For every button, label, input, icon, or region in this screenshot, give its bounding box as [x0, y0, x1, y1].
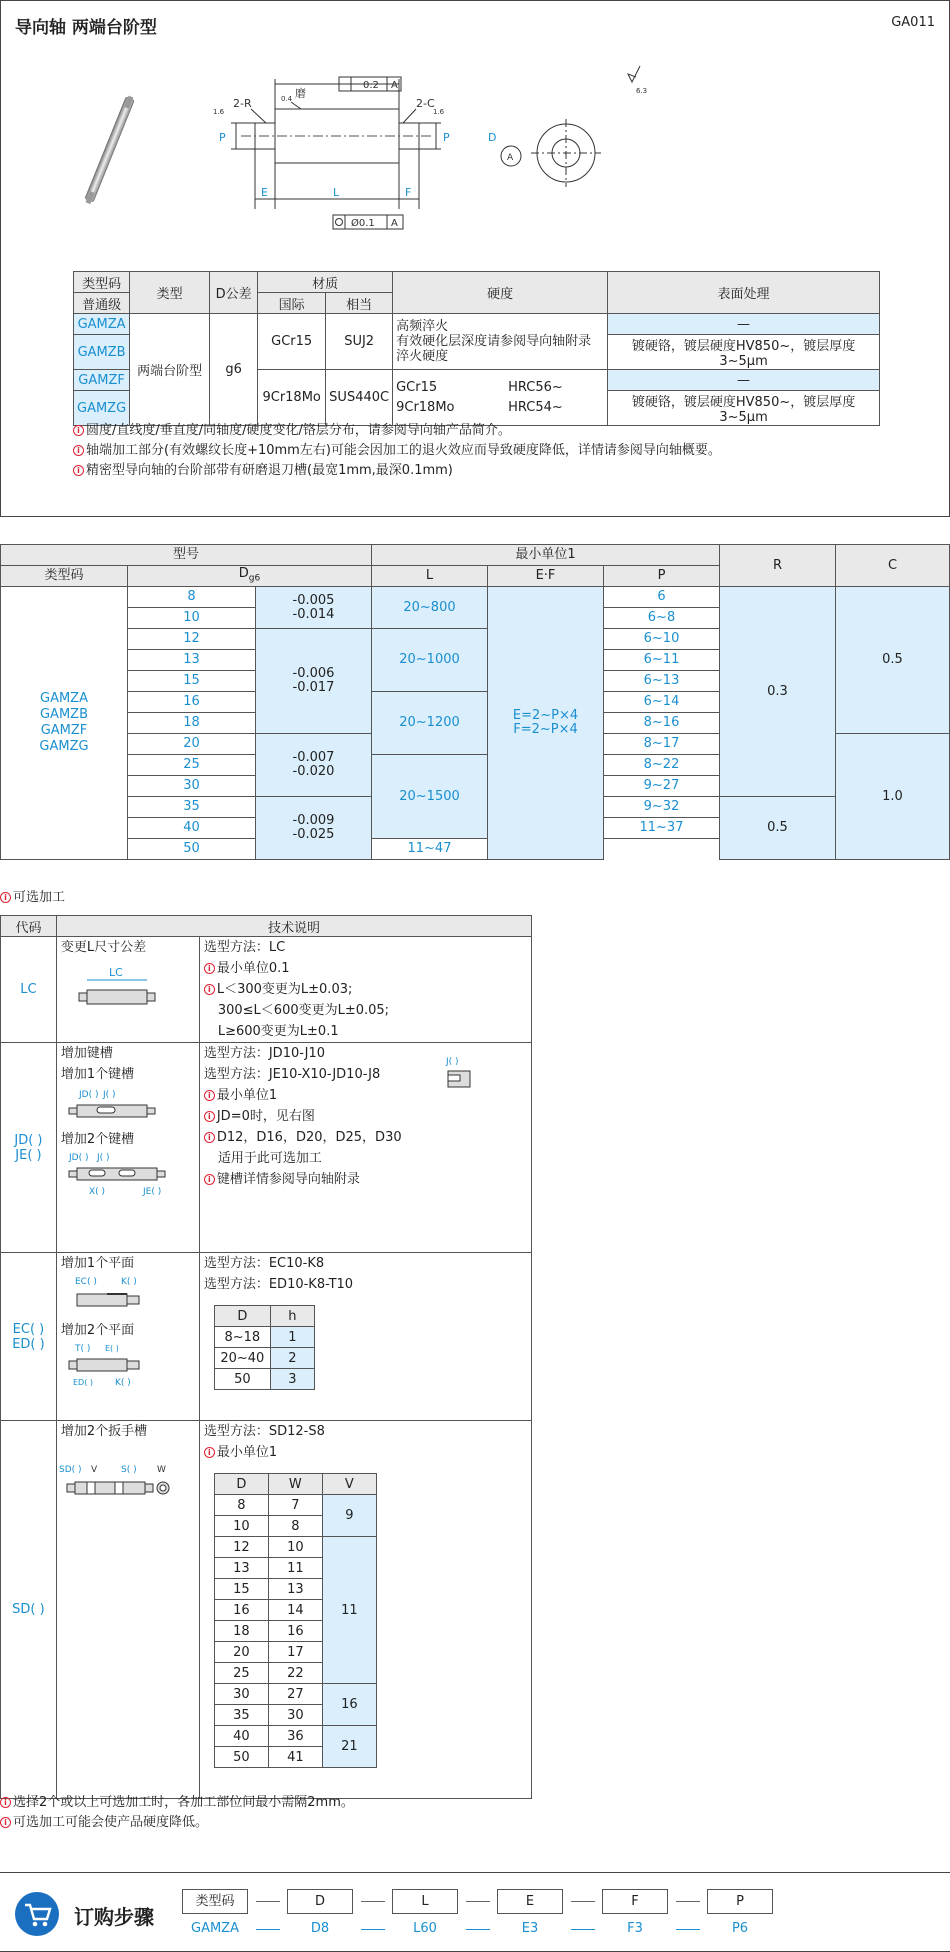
spec-tol: -0.007 -0.020 — [256, 734, 372, 797]
opt-code-jd[interactable]: JD( ) JE( ) — [1, 1043, 57, 1253]
hardness-1-line2: 有效硬化层深度请参阅导向轴附录 — [396, 334, 592, 349]
svg-text:K( ): K( ) — [114, 1378, 131, 1388]
mat-dtol: g6 — [210, 314, 258, 426]
ec-table: D h 8~18 1 20~40 2 50 3 — [214, 1305, 315, 1390]
spec-l[interactable]: 20~1000 — [372, 629, 488, 692]
roughness-right: 1.6 — [433, 108, 445, 116]
info-icon: i — [73, 465, 84, 476]
spec-d[interactable]: 50 — [128, 839, 256, 860]
note-item: i 轴端加工部分(有效螺纹长度+10mm左右)可能会因加工的退火效应而导致硬度降低，详情请参阅导向轴概要。 — [73, 441, 721, 461]
info-icon: i — [204, 1174, 215, 1185]
dim-p-left: P — [219, 131, 226, 144]
svg-text:S( ): S( ) — [120, 1465, 137, 1475]
spec-d[interactable]: 18 — [128, 713, 256, 734]
spec-r: 0.5 — [720, 797, 836, 860]
mat-code-f[interactable]: GAMZF — [74, 370, 130, 391]
spec-l[interactable]: 20~1500 — [372, 755, 488, 839]
hardness-2-b: 9Cr18Mo — [396, 399, 455, 415]
product-header-section — [0, 0, 950, 517]
svg-text:E( ): E( ) — [104, 1344, 119, 1353]
flatness-datum: A — [391, 80, 398, 91]
svg-text:EC( ): EC( ) — [74, 1277, 97, 1287]
spec-d[interactable]: 16 — [128, 692, 256, 713]
mat-h-grade: 普通级 — [74, 293, 130, 314]
svg-text:JD( ): JD( ) — [78, 1090, 99, 1100]
spec-p[interactable]: 6~11 — [604, 650, 720, 671]
product-code: GA011 — [891, 15, 935, 30]
sd-table: D W V 8 7 9 10 8 12 10 11 13 11 15 13 16 14 18 16 20 17 25 22 30 27 16 35 30 40 36 21 50 41 — [214, 1473, 377, 1768]
order-box-l: L — [392, 1889, 458, 1914]
svg-text:JD( ): JD( ) — [68, 1153, 89, 1163]
opt-sd-fig: 增加2个扳手槽 SD( ) V S( ) W — [56, 1421, 199, 1799]
info-icon: i — [204, 1447, 215, 1458]
spec-p[interactable]: 6~14 — [604, 692, 720, 713]
spec-d[interactable]: 8 — [128, 587, 256, 608]
options-table — [0, 915, 532, 1799]
label-2r: 2-R — [233, 97, 252, 110]
roughness-general: 6.3 — [636, 87, 648, 95]
opt-jd-desc: 选型方法：JD10-J10 选型方法：JE10-X10-JD10-J8 i 最小单位1 i JD=0时，见右图 i D12，D16，D20，D25，D30 适用于此可选加工 i 键槽详情参阅导向轴附录 J( ) — [199, 1043, 531, 1253]
order-val-typecode: GAMZA — [191, 1921, 239, 1936]
svg-text:J( ): J( ) — [445, 1057, 459, 1067]
spec-table — [0, 544, 950, 860]
spec-p[interactable]: 11~47 — [372, 839, 488, 860]
spec-c: 0.5 — [836, 587, 950, 734]
svg-text:SD( ): SD( ) — [58, 1465, 82, 1475]
hardness-1 — [393, 314, 608, 370]
spec-p[interactable]: 6~8 — [604, 608, 720, 629]
svg-text:J( ): J( ) — [102, 1090, 116, 1100]
dim-d: D — [488, 131, 497, 144]
label-grind: 磨 — [295, 87, 306, 100]
mat-h-material: 材质 — [258, 272, 393, 293]
dim-f: F — [405, 186, 412, 199]
spec-p[interactable]: 9~32 — [604, 797, 720, 818]
info-icon: i — [204, 1111, 215, 1122]
concentricity-datum: A — [391, 218, 398, 229]
spec-tol: -0.009 -0.025 — [256, 797, 372, 860]
spec-d[interactable]: 25 — [128, 755, 256, 776]
mat-type: 两端台阶型 — [130, 314, 210, 426]
concentricity-value: Ø0.1 — [351, 218, 375, 229]
jd-diagram — [57, 1085, 187, 1125]
spec-h-typecode: 类型码 — [1, 566, 128, 587]
mat-h-dtol: D公差 — [210, 272, 258, 314]
hardness-2-a-val: HRC56~ — [508, 379, 563, 395]
order-box-p: P — [707, 1889, 773, 1914]
hardness-2-a: GCr15 — [396, 379, 438, 395]
order-title: 订购步骤 — [74, 1905, 154, 1929]
spec-code[interactable]: GAMZA — [40, 691, 88, 706]
order-box-d: D — [287, 1889, 353, 1914]
opt-lc-desc: 选型方法：LC i 最小单位0.1 i L＜300变更为L±0.03; 300≤L＜600变更为L±0.05; L≥600变更为L±0.1 — [199, 937, 531, 1043]
opt-ec-desc: 选型方法：EC10-K8 选型方法：ED10-K8-T10 D h 8~18 1 20~40 2 50 3 — [199, 1253, 531, 1421]
footnote-item: i 可选加工可能会使产品硬度降低。 — [0, 1813, 354, 1833]
mat-h-hardness: 硬度 — [393, 272, 608, 314]
order-box-typecode: 类型码 — [182, 1889, 248, 1914]
hardness-1-line3: 淬火硬度 — [396, 349, 449, 364]
footnotes — [0, 1793, 354, 1833]
spec-d[interactable]: 40 — [128, 818, 256, 839]
spec-d[interactable]: 35 — [128, 797, 256, 818]
surface-b: 镀硬铬，镀层硬度HV850~，镀层厚度3~5μm — [608, 335, 880, 370]
opt-code-lc[interactable]: LC — [1, 937, 57, 1043]
material-table — [73, 271, 880, 426]
svg-text:K( ): K( ) — [120, 1277, 137, 1287]
shaft-photo — [76, 93, 146, 208]
roughness-left: 1.6 — [213, 108, 225, 116]
mat-h-equiv: 相当 — [326, 293, 393, 314]
spec-tol: -0.005 -0.014 — [256, 587, 372, 629]
label-2c: 2-C — [416, 97, 435, 110]
svg-text:W: W — [156, 1465, 166, 1475]
spec-h-p: P — [604, 566, 720, 587]
spec-p[interactable]: 6~10 — [604, 629, 720, 650]
opt-code-ec[interactable]: EC( ) ED( ) — [1, 1253, 57, 1421]
svg-text:JE( ): JE( ) — [142, 1187, 162, 1197]
hardness-1-line1: 高频淬火 — [396, 319, 449, 334]
svg-text:J( ): J( ) — [96, 1153, 110, 1163]
spec-h-dg6: $D_{g6}$ — [128, 566, 372, 587]
spec-d[interactable]: 12 — [128, 629, 256, 650]
info-icon: i — [0, 1817, 11, 1828]
info-icon: i — [204, 984, 215, 995]
opt-code-sd[interactable]: SD( ) — [1, 1421, 57, 1799]
spec-h-c: C — [836, 545, 950, 587]
mat-code-b[interactable]: GAMZB — [74, 335, 130, 370]
spec-p[interactable]: 11~37 — [604, 818, 720, 839]
je-diagram — [57, 1150, 187, 1200]
spec-code[interactable]: GAMZF — [40, 723, 88, 738]
hardness-2-b-val: HRC54~ — [508, 399, 563, 415]
info-icon: i — [204, 1090, 215, 1101]
dim-e: E — [261, 186, 268, 199]
spec-h-ef: E·F — [488, 566, 604, 587]
spec-p[interactable]: 8~17 — [604, 734, 720, 755]
note-item: i 精密型导向轴的台阶部带有研磨退刀槽(最宽1mm,最深0.1mm) — [73, 461, 721, 481]
order-steps — [0, 1872, 950, 1952]
info-icon: i — [204, 963, 215, 974]
dim-p-right: P — [443, 131, 450, 144]
opt-jd-fig: 增加键槽 增加1个键槽 JD( ) J( ) 增加2个键槽 JD( ) J( ) X( ) JE( ) — [56, 1043, 199, 1253]
mat-h-intl: 国际 — [258, 293, 326, 314]
opt-lc-name: 变更L尺寸公差 — [60, 940, 147, 955]
info-icon: i — [0, 892, 11, 903]
spec-d[interactable]: 15 — [128, 671, 256, 692]
order-val-f: F3 — [627, 1921, 643, 1936]
info-icon: i — [204, 1132, 215, 1143]
jd-zero-diagram — [440, 1055, 480, 1095]
ec-diagram — [57, 1274, 187, 1316]
ed-diagram — [57, 1341, 187, 1389]
mat1-equiv: SUJ2 — [326, 314, 393, 370]
spec-p[interactable]: 9~27 — [604, 776, 720, 797]
svg-text:X( ): X( ) — [88, 1187, 105, 1197]
spec-p[interactable]: 6 — [604, 587, 720, 608]
spec-ef: E=2~P×4 F=2~P×4 — [488, 587, 604, 860]
order-box-f: F — [602, 1889, 668, 1914]
opt-h-code: 代码 — [1, 916, 57, 937]
spec-l[interactable]: 20~1200 — [372, 692, 488, 755]
dim-l: L — [333, 186, 340, 199]
spec-code[interactable]: GAMZG — [39, 739, 89, 754]
surface-f: — — [608, 370, 880, 391]
sd-diagram — [57, 1462, 187, 1512]
mat-code-g[interactable]: GAMZG — [74, 391, 130, 426]
cart-icon — [14, 1891, 60, 1937]
note-item: i 圆度/直线度/垂直度/同轴度/硬度变化/铬层分布，请参阅导向轴产品简介。 — [73, 421, 721, 441]
mat2-equiv: SUS440C — [326, 370, 393, 426]
mat2-intl: 9Cr18Mo — [258, 370, 326, 426]
svg-text:ED( ): ED( ) — [72, 1378, 93, 1387]
mat-h-type: 类型 — [130, 272, 210, 314]
order-val-l: L60 — [413, 1921, 437, 1936]
spec-h-r: R — [720, 545, 836, 587]
spec-p[interactable]: 8~16 — [604, 713, 720, 734]
order-val-d: D8 — [310, 1921, 330, 1936]
spec-code[interactable]: GAMZB — [39, 707, 88, 722]
flatness-value: 0.2 — [363, 80, 379, 91]
info-icon: i — [0, 1797, 11, 1808]
datum-a: A — [507, 153, 514, 163]
spec-c: 1.0 — [836, 734, 950, 860]
lc-diagram — [57, 958, 187, 1018]
options-title: i 可选加工 — [0, 886, 65, 905]
spec-d[interactable]: 10 — [128, 608, 256, 629]
spec-p[interactable]: 6~13 — [604, 671, 720, 692]
order-box-e: E — [497, 1889, 563, 1914]
mat-h-typecode: 类型码 — [74, 272, 130, 293]
order-val-p: P6 — [731, 1921, 749, 1936]
opt-h-desc: 技术说明 — [56, 916, 531, 937]
info-icon: i — [73, 445, 84, 456]
surface-a: — — [608, 314, 880, 335]
spec-r: 0.3 — [720, 587, 836, 797]
spec-l[interactable]: 20~800 — [372, 587, 488, 629]
roughness-body: 0.4 — [281, 95, 293, 103]
spec-d[interactable]: 13 — [128, 650, 256, 671]
order-val-e: E3 — [521, 1921, 539, 1936]
hardness-2 — [393, 370, 608, 426]
opt-sd-desc: 选型方法：SD12-S8 i 最小单位1 D W V 8 7 9 10 8 12 10 11 13 11 15 13 16 14 18 16 20 17 25 22 30 27 16 35 30 40 36 21 50 41 — [199, 1421, 531, 1799]
mat1-intl: GCr15 — [258, 314, 326, 370]
opt-lc-fig — [56, 937, 199, 1043]
mat-code-a[interactable]: GAMZA — [74, 314, 130, 335]
spec-h-minunit: 最小单位1 — [372, 545, 720, 566]
footnote-item: i 选择2个或以上可选加工时，各加工部位间最小需隔2mm。 — [0, 1793, 354, 1813]
technical-drawing — [211, 69, 648, 239]
surface-g: 镀硬铬，镀层硬度HV850~，镀层厚度3~5μm — [608, 391, 880, 426]
spec-h-l: L — [372, 566, 488, 587]
info-icon: i — [73, 425, 84, 436]
spec-d[interactable]: 20 — [128, 734, 256, 755]
spec-p[interactable]: 8~22 — [604, 755, 720, 776]
opt-ec-fig: 增加1个平面 EC( ) K( ) 增加2个平面 T( ) E( ) ED( ) K( ) — [56, 1253, 199, 1421]
notes — [73, 421, 721, 481]
page-title: 导向轴 两端台阶型 — [15, 18, 157, 38]
mat-h-surface: 表面处理 — [608, 272, 880, 314]
spec-h-model: 型号 — [1, 545, 372, 566]
spec-codes — [1, 587, 128, 860]
spec-tol: -0.006 -0.017 — [256, 629, 372, 734]
svg-text:T( ): T( ) — [74, 1344, 91, 1354]
svg-text:V: V — [90, 1465, 98, 1475]
svg-text:LC: LC — [108, 966, 123, 979]
spec-d[interactable]: 30 — [128, 776, 256, 797]
